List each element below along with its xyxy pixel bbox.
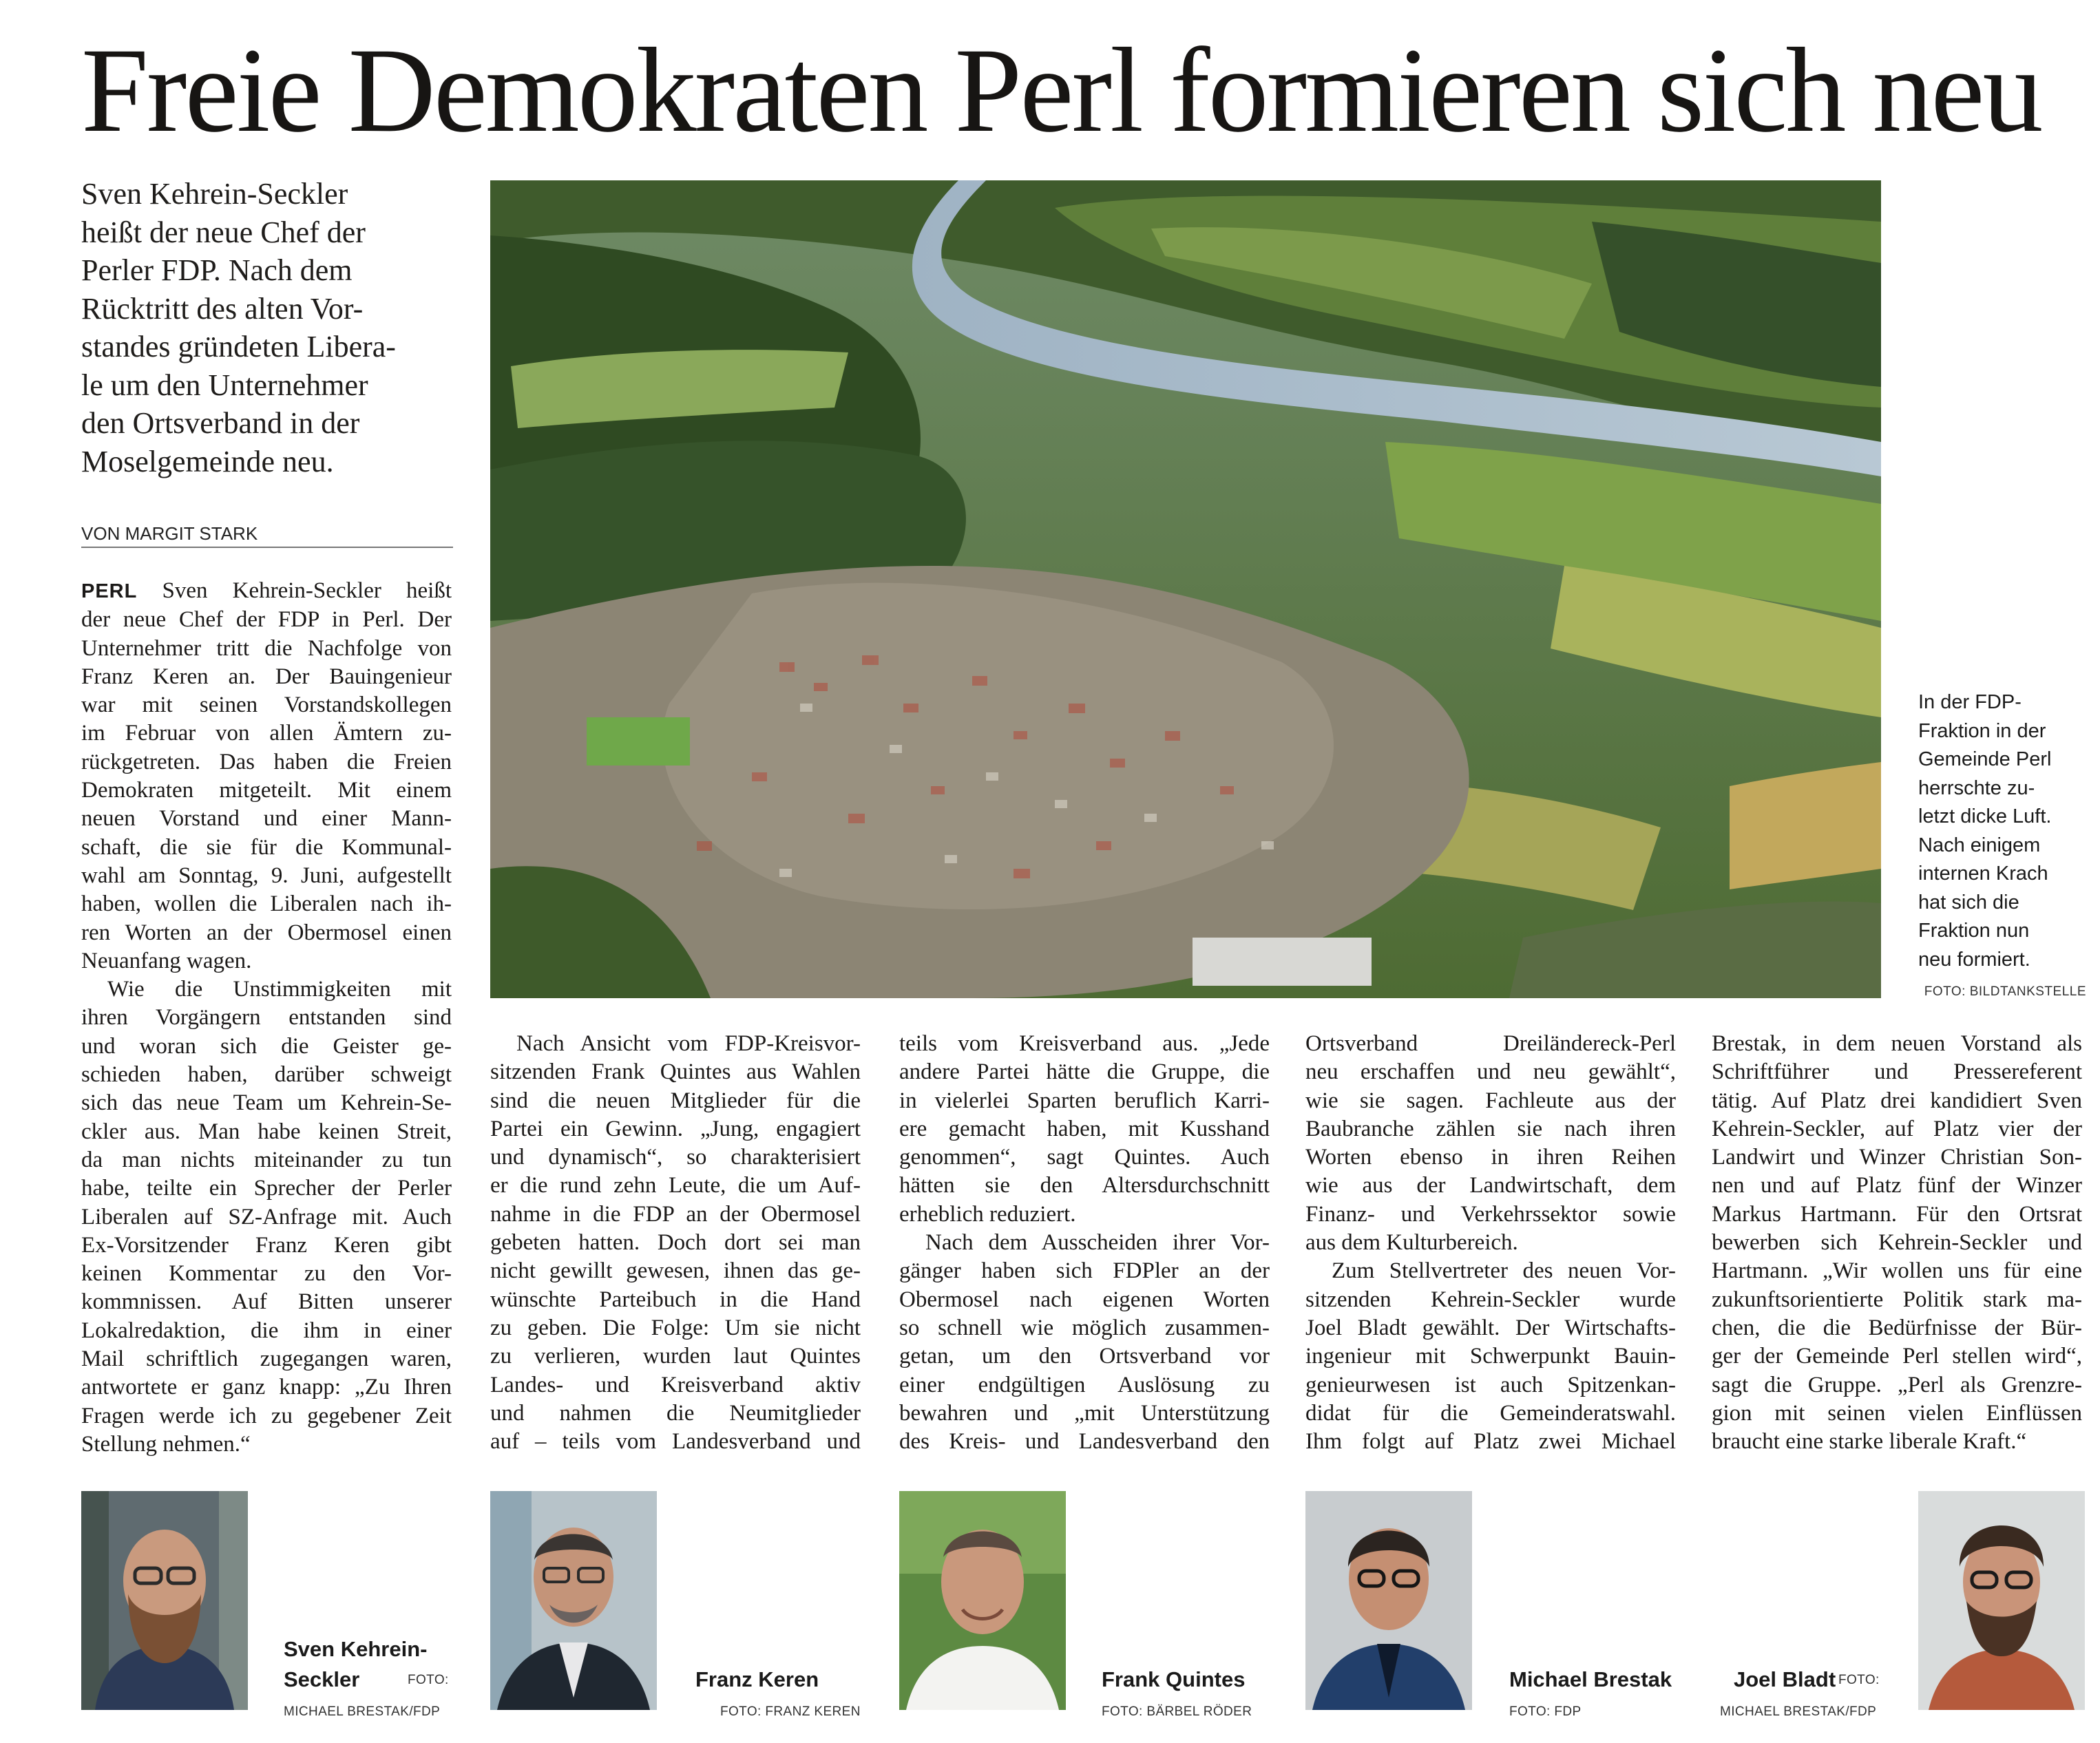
portrait-credit: FOTO: BÄRBEL RÖDER [1102, 1704, 1252, 1719]
body-line: Demokraten mitgeteilt. Mit einem [81, 778, 452, 803]
body-line: Stellung nehmen.“ [81, 1431, 251, 1457]
body-line: zu geben. Die Folge: Um sie nicht [490, 1315, 861, 1340]
body-line: da man nichts miteinander zu tun [81, 1147, 452, 1172]
body-line: sitzenden Kehrein-Seckler wurde [1305, 1287, 1676, 1312]
portrait-caption-3 [1102, 1665, 1308, 1720]
body-line: teils vom Kreisverband aus. „Jede [899, 1031, 1270, 1056]
body-line: Fragen werde ich zu gegebener Zeit [81, 1403, 452, 1428]
body-line: Neuanfang wagen. [81, 948, 252, 973]
body-line: Worten ebenso in ihren Reihen [1305, 1145, 1676, 1170]
caption-line: Fraktion nun [1918, 920, 2030, 942]
body-line: didat für die Gemeinderatswahl. [1305, 1400, 1676, 1426]
article-column-4 [1305, 1030, 1676, 1456]
body-line: andere Partei hätte die Gruppe, die [899, 1059, 1270, 1085]
portrait-credit: MICHAEL BRESTAK/FDP [1720, 1704, 1877, 1719]
article-column-2 [490, 1030, 861, 1456]
portrait-caption-2 [695, 1665, 902, 1720]
body-line: Nach Ansicht vom FDP-Kreisvor- [516, 1031, 861, 1056]
portrait-credit: MICHAEL BRESTAK/FDP [284, 1704, 441, 1719]
portrait-photo-illustration [1305, 1491, 1472, 1710]
portrait-photo-illustration [490, 1491, 657, 1710]
lead-paragraph [81, 175, 453, 480]
body-line: Sven Kehrein-Seckler heißt [137, 578, 452, 603]
body-line: Kehrein-Seckler, auf Platz vier der [1712, 1116, 2082, 1141]
lead-line: Sven Kehrein-Seckler [81, 177, 348, 211]
aerial-photo-perl [490, 180, 1881, 998]
lead-line: Rücktritt des alten Vor- [81, 291, 364, 326]
photo-caption [1918, 688, 2083, 974]
caption-line: herrschte zu- [1918, 777, 2035, 799]
portrait-frank-quintes [899, 1491, 1066, 1710]
body-line: wünschte Parteibuch in die Hand [490, 1287, 861, 1312]
body-line: in vielerlei Sparten beruflich Karri- [899, 1088, 1270, 1113]
lead-line: le um den Unternehmer [81, 368, 368, 402]
body-line: hätten sie den Altersdurchschnitt [899, 1173, 1270, 1198]
caption-line: In der FDP- [1918, 691, 2022, 713]
body-line: Lokalredaktion, die ihm in einer [81, 1318, 452, 1343]
portrait-caption-4 [1509, 1665, 1716, 1720]
portrait-credit: FOTO: FRANZ KEREN [720, 1704, 861, 1719]
body-line: Obermosel nach eigenen Worten [899, 1287, 1270, 1312]
body-line: Franz Keren an. Der Bauingenieur [81, 664, 452, 689]
body-line: er die rund zehn Leute, die um Auf- [490, 1173, 861, 1198]
body-line: kommnissen. Auf Bitten unserer [81, 1289, 452, 1315]
body-line: ingenieur mit Schwerpunkt Bauin- [1305, 1344, 1676, 1369]
body-line: Ortsverband Dreiländereck-Perl [1305, 1031, 1676, 1056]
body-line: der neue Chef der FDP in Perl. Der [81, 607, 452, 633]
portrait-photo-illustration [81, 1491, 248, 1710]
portrait-photo-illustration [1918, 1491, 2085, 1710]
body-line: bewahren und „mit Unterstützung [899, 1400, 1270, 1426]
body-line: Landes- und Kreisverband aktiv [490, 1372, 861, 1397]
body-line: Unternehmer tritt die Nachfolge von [81, 635, 452, 661]
body-line: nen und auf Platz fünf der Winzer [1712, 1173, 2082, 1198]
body-line: ere gemacht haben, mit Kusshand [899, 1116, 1270, 1141]
body-line: zu verlieren, wurden laut Quintes [490, 1344, 861, 1369]
body-line: gebeten hatten. Doch dort sei man [490, 1230, 861, 1256]
body-line: ihren Vorgängern entstanden sind [81, 1005, 452, 1031]
body-line: zukunftsorientierte Politik stark ma- [1712, 1287, 2082, 1312]
body-line: braucht eine starke liberale Kraft.“ [1712, 1429, 2027, 1455]
body-line: Brestak, in dem neuen Vorstand als [1712, 1031, 2082, 1056]
photo-credit: FOTO: BILDTANKSTELLE [1924, 984, 2086, 999]
body-line: chen, die die Bedürfnisse der Bür- [1712, 1315, 2082, 1340]
body-line: und woran sich die Geister ge- [81, 1033, 452, 1059]
body-line: Zum Stellvertreter des neuen Vor- [1332, 1258, 1676, 1284]
body-line: genieurwesen ist auch Spitzenkan- [1305, 1372, 1676, 1397]
portrait-credit: FOTO: FDP [1509, 1704, 1582, 1719]
body-line: Baubranche zählen sie nach ihren [1305, 1116, 1676, 1141]
body-line: und nahmen die Neumitglieder [490, 1400, 861, 1426]
aerial-landscape-illustration [490, 180, 1881, 998]
portrait-name: Joel Bladt [1734, 1667, 1836, 1691]
portrait-franz-keren [490, 1491, 657, 1710]
body-line: wie aus der Landwirtschaft, dem [1305, 1173, 1676, 1198]
caption-line: Fraktion in der [1918, 719, 2046, 742]
body-line: sagt die Gruppe. „Perl als Grenzre- [1712, 1372, 2082, 1397]
body-line: Landwirt und Winzer Christian Son- [1712, 1145, 2082, 1170]
caption-line: neu formiert. [1918, 948, 2030, 971]
body-line: schaft, die sie für die Kommunal- [81, 834, 452, 860]
body-line: wie sie sagen. Fachleute aus der [1305, 1088, 1676, 1113]
caption-line: Nach einigem [1918, 834, 2041, 856]
body-line: Partei ein Gewinn. „Jung, engagiert [490, 1116, 861, 1141]
body-line: Markus Hartmann. Für den Ortsrat [1712, 1201, 2082, 1227]
portrait-michael-brestak [1305, 1491, 1472, 1710]
body-line: nahme in die FDP an der Obermosel [490, 1201, 861, 1227]
article-column-1 [81, 577, 452, 1459]
body-line: im Februar von allen Ämtern zu- [81, 721, 452, 746]
body-line: einer endgültigen Auslösung zu [899, 1372, 1270, 1397]
dateline: PERL [81, 580, 138, 602]
portrait-name: Michael Brestak [1509, 1667, 1672, 1691]
body-line: schieden haben, darüber schweigt [81, 1062, 452, 1088]
lead-line: den Ortsverband in der [81, 406, 360, 440]
body-line: Nach dem Ausscheiden ihrer Vor- [925, 1230, 1270, 1256]
caption-line: letzt dicke Luft. [1918, 805, 2052, 827]
body-line: nicht gewillt gewesen, ihnen das ge- [490, 1258, 861, 1284]
body-line: auf – teils vom Landesverband und [490, 1429, 861, 1455]
body-line: antwortete er ganz knapp: „Zu Ihren [81, 1375, 452, 1400]
body-line: aus dem Kulturbereich. [1305, 1230, 1518, 1256]
body-line: habe, teilte ein Sprecher der Perler [81, 1176, 452, 1201]
body-line: Liberalen auf SZ-Anfrage mit. Auch [81, 1204, 452, 1229]
byline: VON MARGIT STARK [81, 523, 453, 548]
lead-line: standes gründeten Libera- [81, 330, 396, 363]
portrait-photo-illustration [899, 1491, 1066, 1710]
body-line: tätig. Auf Platz drei kandidiert Sven [1712, 1088, 2082, 1113]
body-line: gion mit seinen vielen Einflüssen [1712, 1400, 2082, 1426]
body-line: haben, wollen die Liberalen nach ih- [81, 891, 452, 917]
body-line: Wie die Unstimmigkeiten mit [107, 977, 452, 1002]
body-line: ger der Gemeinde Perl stellen wird“, [1712, 1344, 2082, 1369]
article-column-5 [1712, 1030, 2082, 1456]
body-line: wahl am Sonntag, 9. Juni, aufgestellt [81, 863, 452, 888]
body-line: neu erschaffen und neu gewählt“, [1305, 1059, 1676, 1085]
body-line: Mail schriftlich zugegangen waren, [81, 1346, 452, 1372]
body-line: gänger haben sich FDPler an der [899, 1258, 1270, 1284]
body-line: Ex-Vorsitzender Franz Keren gibt [81, 1232, 452, 1258]
body-line: genommen“, sagt Quintes. Auch [899, 1145, 1270, 1170]
body-line: Ihm folgt auf Platz zwei Michael [1305, 1429, 1676, 1455]
caption-line: hat sich die [1918, 891, 2019, 913]
portrait-name: Sven Kehrein- [284, 1637, 428, 1661]
body-line: Hartmann. „Wir wollen uns für eine [1712, 1258, 2082, 1284]
headline: Freie Demokraten Perl formieren sich neu [81, 23, 2041, 158]
body-line: rückgetreten. Das haben die Freien [81, 749, 452, 774]
body-line: Joel Bladt gewählt. Der Wirtschafts- [1305, 1315, 1676, 1340]
body-line: ckler aus. Man habe keinen Streit, [81, 1119, 452, 1144]
article-column-3 [899, 1030, 1270, 1456]
portrait-name: Seckler [284, 1667, 360, 1691]
caption-line: internen Krach [1918, 863, 2048, 885]
body-line: Finanz- und Verkehrssektor sowie [1305, 1201, 1676, 1227]
portrait-caption-1 [284, 1634, 463, 1720]
portrait-name: Frank Quintes [1102, 1667, 1246, 1691]
portrait-caption-5 [1720, 1665, 1926, 1720]
body-line: neuen Vorstand und einer Mann- [81, 806, 452, 832]
body-line: sich das neue Team um Kehrein-Se- [81, 1090, 452, 1116]
portrait-foto-label: FOTO: [408, 1673, 449, 1687]
lead-line: Moselgemeinde neu. [81, 444, 334, 478]
body-line: war mit seinen Vorstandskollegen [81, 693, 452, 718]
body-line: und dynamisch“, so charakterisiert [490, 1145, 861, 1170]
portrait-joel-bladt [1918, 1491, 2085, 1710]
lead-line: Perler FDP. Nach dem [81, 253, 353, 287]
body-line: keinen Kommentar zu den Vor- [81, 1261, 452, 1287]
body-line: ren Worten an der Obermosel einen [81, 920, 452, 945]
portrait-name: Franz Keren [695, 1667, 819, 1691]
portrait-sven-kehrein-seckler [81, 1491, 248, 1710]
body-line: des Kreis- und Landesverband den [899, 1429, 1270, 1455]
body-line: bewerben sich Kehrein-Seckler und [1712, 1230, 2082, 1256]
caption-line: Gemeinde Perl [1918, 748, 2052, 770]
body-line: sitzenden Frank Quintes aus Wahlen [490, 1059, 861, 1085]
lead-line: heißt der neue Chef der [81, 215, 366, 249]
body-line: Schriftführer und Pressereferent [1712, 1059, 2082, 1085]
portrait-foto-label: FOTO: [1838, 1673, 1880, 1687]
body-line: sind die neuen Mitglieder für die [490, 1088, 861, 1113]
body-line: getan, um den Ortsverband vor [899, 1344, 1270, 1369]
body-line: erheblich reduziert. [899, 1201, 1076, 1227]
body-line: so schnell wie möglich zusammen- [899, 1315, 1270, 1340]
